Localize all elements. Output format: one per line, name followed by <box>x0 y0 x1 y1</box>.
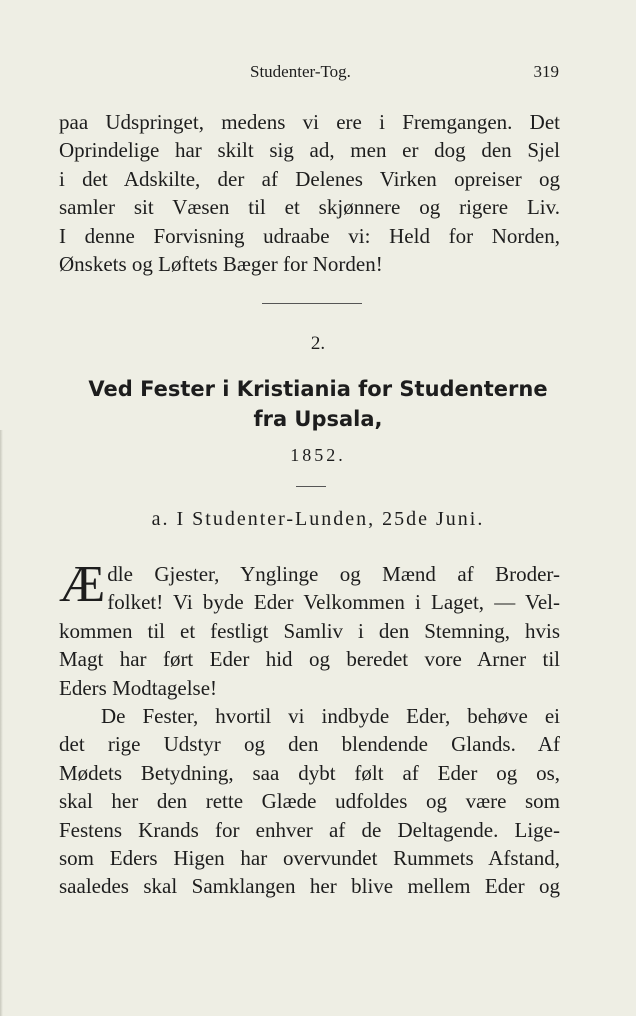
text-line: Eders Modtagelse! <box>59 675 218 700</box>
section-subtitle: a. I Studenter-Lunden, 25de Juni. <box>151 508 485 530</box>
text-line: Festens Krands for enhver af de Deltagende. Lige- <box>59 817 560 842</box>
drop-cap: Æ <box>59 556 106 613</box>
text-line: Magt har ført Eder hid og beredet vore Arner til <box>59 647 560 672</box>
paragraph-1 <box>59 556 560 702</box>
text-line: skal her den rette Glæde udfoldes og være som <box>59 789 560 814</box>
running-header <box>0 62 636 86</box>
text-line: samler sit Væsen til et skjønnere og rigere Liv. <box>59 195 560 220</box>
text-line: De Fester, hvortil vi indbyde Eder, behøve ei <box>101 704 560 729</box>
paragraph-2 <box>59 702 560 901</box>
section-year: 1852. <box>290 445 346 465</box>
text-line: folket! Vi byde Eder Velkommen i Laget, — Vel- <box>107 590 560 615</box>
body-text <box>59 556 560 901</box>
section-number: 2. <box>310 333 326 354</box>
text-line: Ønskets og Løftets Bæger for Norden! <box>59 252 383 277</box>
text-line: Mødets Betydning, saa dybt følt af Eder og os, <box>59 760 560 785</box>
text-line: I denne Forvisning udraabe vi: Held for Norden, <box>59 223 560 248</box>
section-divider <box>262 303 362 304</box>
top-paragraph <box>59 108 560 278</box>
text-line: paa Udspringet, medens vi ere i Fremgangen. Det <box>59 110 560 134</box>
text-line: kommen til et festligt Samliv i den Stemning, hvis <box>59 618 560 643</box>
running-title: Studenter-Tog. <box>250 62 351 81</box>
text-line: det rige Udstyr og den blendende Glands. Af <box>59 732 560 757</box>
short-divider <box>296 486 326 487</box>
text-line: Oprindelige har skilt sig ad, men er dog den Sjel <box>59 138 560 163</box>
section-heading-line-2: fra Upsala, <box>253 407 383 431</box>
text-line: saaledes skal Samklangen her blive mellem Eder og <box>59 874 560 899</box>
text-line: dle Gjester, Ynglinge og Mænd af Broder- <box>107 562 560 586</box>
text-line: som Eders Higen har overvundet Rummets Afstand, <box>59 846 560 871</box>
text-line: i det Adskilte, der af Delenes Virken opreiser og <box>59 166 560 191</box>
section-heading-line-1: Ved Fester i Kristiania for Studenterne <box>88 377 548 401</box>
page-number: 319 <box>533 62 559 81</box>
